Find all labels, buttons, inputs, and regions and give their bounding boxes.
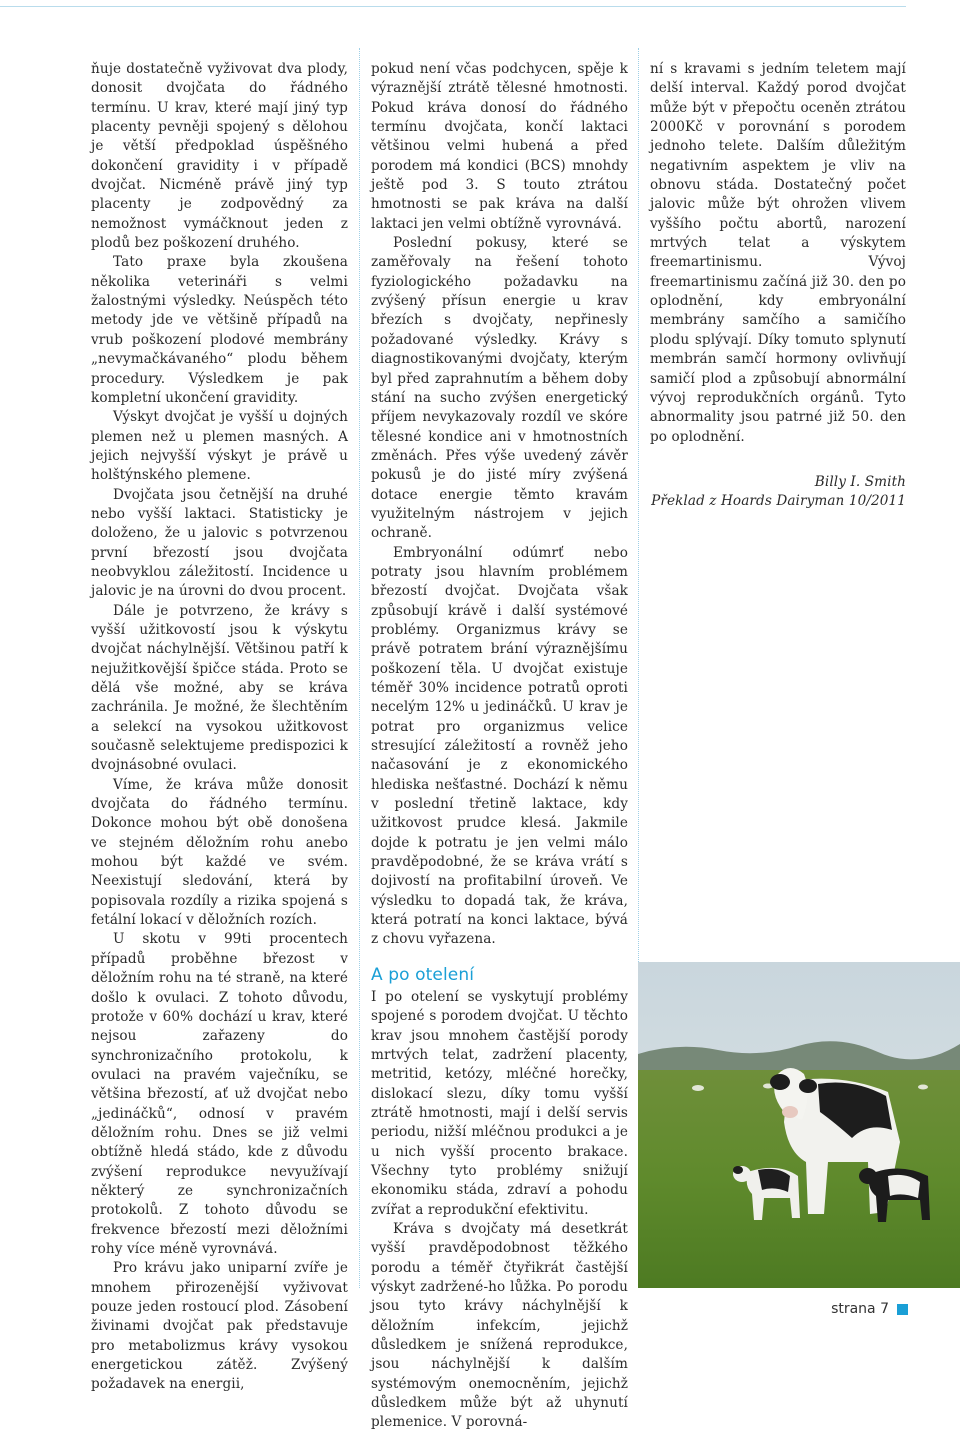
paragraph: Pro krávu jako uniparní zvíře je mnohem přirozenější vyživovat pouze jeden rostoucí plod. Zásobení živinami dvojčat pak představuje pro metabolizmus krávy vysokou energetickou zátěž. Zvýšený požadavek na energii, — [91, 1260, 348, 1393]
paragraph: U skotu v 99ti procentech případů proběhne březost v děložním rohu na té straně, na které došlo k ovulaci. Z tohoto důvodu, protože v 60% dochází u krav, které nejsou zařazeny do synchronizačního protokolu, k ovulaci na pravém vaječníku, se většina březostí, ať už dvojčat nebo „jedináčků“, odnosí v pravém děložním rohu. Dnes se již velmi obtížně hledá stádo, kde z důvodu zvýšení reprodukce nevyužívají některý ze synchronizačních protokolů. Z tohoto důvodu se frekvence březostí mezi děložními rohy více méně vyrovnává. — [91, 931, 348, 1257]
text-column-3 — [650, 60, 906, 511]
author-name: Billy I. Smith — [814, 473, 906, 490]
column-divider — [359, 48, 360, 1288]
paragraph: Víme, že kráva může donosit dvojčata do řádného termínu. Dokonce mohou být obě donošena ve stejném děložním rohu anebo mohou být každé ve svém. Neexistují sledování, která by popisovala rozdíly a rizika spojená s fetální lokací v děložních rozích. — [91, 776, 348, 929]
text-column-2 — [371, 60, 628, 1433]
text-column-1 — [91, 60, 348, 1395]
signature-block — [650, 473, 906, 511]
paragraph: Embryonální odúmrť nebo potraty jsou hlavním problémem březostí dvojčat. Dvojčata však způsobují krávě i další systémové problémy. Organizmus krávy se právě potratem brání výraznějšímu poškození těla. U dvojčat existuje téměř 30% incidence potratů oproti necelým 12% u jedináčků. U krav je potrat pro organizmus velice stresující záležitostí a rovněž jeho načasování je z ekonomického hlediska nešťastné. Dochází k němu v poslední třetině laktace, kdy užitkovost prudce klesá. Jakmile dojde k potratu je jen velmi málo pravděpodobné, že se kráva vrátí s dojivostí na profitabilní úroveň. Ve výsledku to dopadá tak, že kráva, která potratí na konci laktace, bývá z chovu vyřazena. — [371, 544, 628, 948]
paragraph: I po otelení se vyskytují problémy spojené s porodem dvojčat. U těchto krav jsou mnohem častější porody mrtvých telat, zadržení placenty, metritid, ketózy, mléčné horečky, dislokací slezu, díky tomu vyšší ztrátě hmotnosti, mají i delší servis periodu, nižší mléčnou produkci a je u nich vyšší procento brakace. Všechny tyto problémy snižují ekonomiku stáda, zdraví a pohodu zvířat a reprodukční efektivitu. — [371, 988, 628, 1218]
cow-with-calves-photo — [638, 962, 960, 1288]
section-heading: A po otelení — [371, 964, 475, 985]
paragraph: pokud není včas podchycen, spěje k výraznější ztrátě tělesné hmotnosti. Pokud kráva donosí do řádného termínu dvojčata, končí laktaci většinou velmi hubená a před porodem má kondici (BCS) mnohdy ještě pod 3. S touto ztrátou hmotnosti se pak kráva na další laktaci jen velmi obtížně vyrovnává. — [371, 61, 628, 232]
page-number: strana 7 — [831, 1301, 889, 1317]
paragraph: ní s kravami s jedním teletem mají delší interval. Každý porod dvojčat může být v přepočtu oceněn ztrátou 2000Kč v porovnání s porodem jednoho telete. Dalším důležitým negativním aspektem je vliv na obnovu stáda. Dostatečný počet jalovic může být ohrožen vlivem vyššího počtu abortů, narození mrtvých telat a výskytem freemartinismu. Vývoj freemartinismu začíná již 30. den po oplodnění, kdy embryonální membrány samčího a samičího plodu splývají. Díky tomuto splynutí membrán samčí hormony ovlivňují samičí plod a způsobují abnormální vývoj reprodukčních orgánů. Tyto abnormality jsou patrné již 50. den po oplodnění. — [650, 61, 906, 445]
accent-square-icon — [897, 1304, 908, 1315]
paragraph: Dvojčata jsou četnější na druhé nebo vyšší laktaci. Statisticky je doloženo, že u jalovic s potvrzenou první březostí jsou dvojčata neobvyklou záležitostí. Incidence u jalovic je na úrovni do dvou procent. — [91, 486, 348, 600]
page-footer — [831, 1301, 908, 1317]
translation-credit: Překlad z Hoards Dairyman 10/2011 — [651, 492, 906, 509]
paragraph: ňuje dostatečně vyživovat dva plody, donosit dvojčata do řádného termínu. U krav, které mají jiný typ placenty pevněji spojený s dělohou je větší předpoklad úspěšného dokončení gravidity i v případě dvojčat. Nicméně právě jiný typ placenty je zodpovědný za nemožnost vymáčknout jeden z plodů bez poškození druhého. — [91, 61, 348, 252]
paragraph: Dále je potvrzeno, že krávy s vyšší užitkovostí jsou k výskytu dvojčat náchylnější. Většinou patří k nejužitkovější špičce stáda. Proto se dělá vše možné, aby se kráva zachránila. Je možné, že šlechtěním a selekcí na vysokou užitkovost současně selektujeme predispozici k dvojnásobné ovulaci. — [91, 602, 348, 774]
top-rule — [0, 6, 906, 7]
paragraph: Výskyt dvojčat je vyšší u dojných plemen než u plemen masných. A jejich nejvyšší výskyt je právě u holštýnského plemene. — [91, 409, 348, 484]
paragraph: Tato praxe byla zkoušena několika veterináři s velmi žalostnými výsledky. Neúspěch této metody jde ve většině případů na vrub poškození plodové membrány „nevymačkávaného“ plodu během procedury. Výsledkem je pak kompletní ukončení gravidity. — [91, 254, 348, 406]
paragraph: Poslední pokusy, které se zaměřovaly na řešení tohoto fyziologického požadavku na zvýšený přísun energie u krav březích s dvojčaty, nepřinesly požadované výsledky. Krávy s diagnostikovanými dvojčaty, kterým byl před zaprahnutím a během doby stání na sucho zvýšen energetický příjem nevykazovaly rozdíl ve skóre tělesné kondice ani v hmotnostních změnách. Přes výše uvedený závěr pokusů je do jisté míry zvýšená dotace energie těmto kravám využitelným nástrojem v jejich ochraně. — [371, 235, 628, 542]
paragraph: Kráva s dvojčaty má desetkrát vyšší pravděpodobnost těžkého porodu a téměř čtyřikrát častější výskyt zadržené-ho lůžka. Po porodu jsou tyto krávy náchylnější k děložním infekcím, jejichž důsledkem je snížená reprodukce, jsou náchylnější k dalším systémovým onemocněním, jejichž důsledkem může být až uhynutí plemenice. V porovná- — [371, 1220, 628, 1431]
